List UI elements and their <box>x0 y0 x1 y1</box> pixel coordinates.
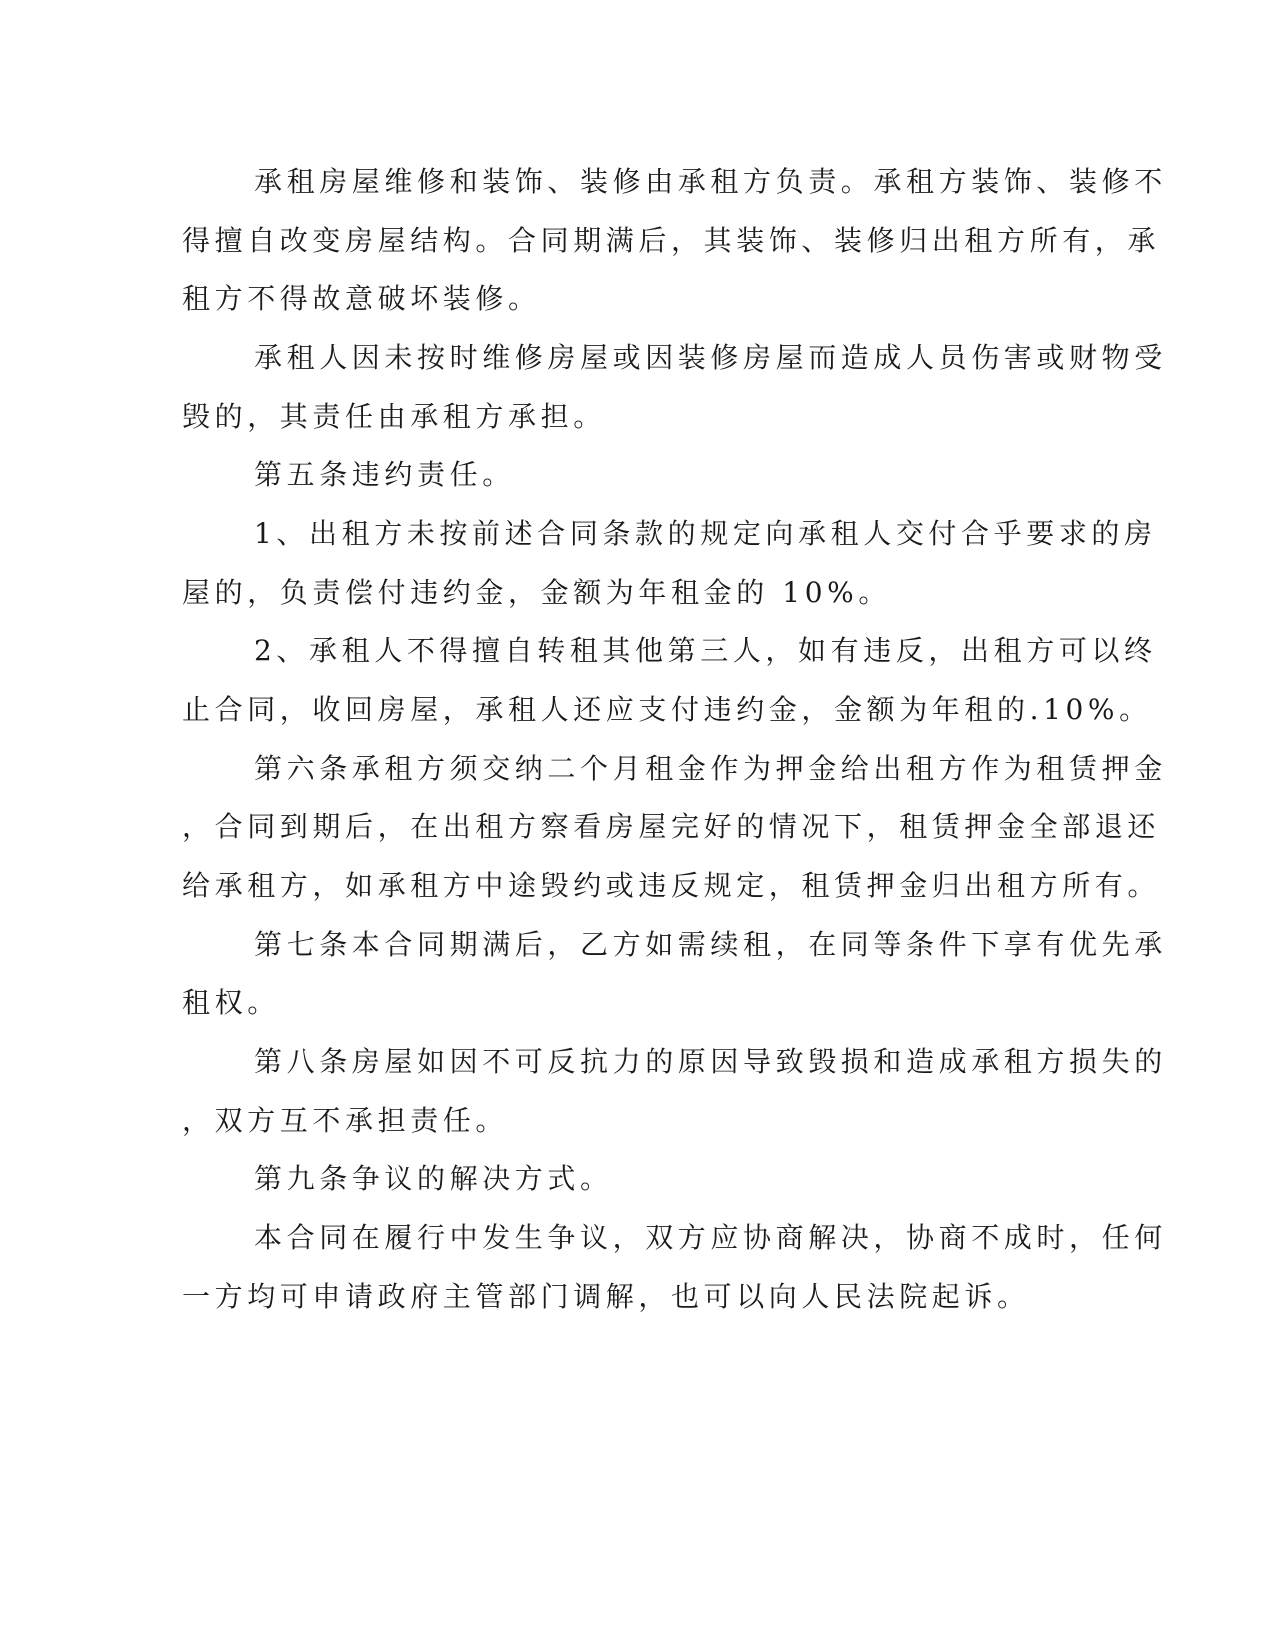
paragraph-line: 本合同在履行中发生争议，双方应协商解决，协商不成时，任何 <box>254 1221 1167 1254</box>
paragraph-line: ，双方互不承担责任。 <box>182 1104 509 1137</box>
paragraph-line: 承租人因未按时维修房屋或因装修房屋而造成人员伤害或财物受 <box>254 341 1167 374</box>
paragraph-line: 承租房屋维修和装饰、装修由承租方负责。承租方装饰、装修不 <box>254 165 1167 198</box>
paragraph-line: 屋的，负责偿付违约金，金额为年租金的 10%。 <box>182 576 891 609</box>
paragraph-line: 2、承租人不得擅自转租其他第三人，如有违反，出租方可以终 <box>254 634 1157 667</box>
paragraph-line: ，合同到期后，在出租方察看房屋完好的情况下，租赁押金全部退还 <box>182 810 1161 843</box>
paragraph-line: 第六条承租方须交纳二个月租金作为押金给出租方作为租赁押金 <box>254 752 1167 785</box>
section-heading: 第五条违约责任。 <box>254 458 515 491</box>
paragraph-line: 得擅自改变房屋结构。合同期满后，其装饰、装修归出租方所有，承 <box>182 224 1161 257</box>
paragraph-line: 第八条房屋如因不可反抗力的原因导致毁损和造成承租方损失的 <box>254 1045 1167 1078</box>
paragraph-line: 租权。 <box>182 986 280 1019</box>
paragraph-line: 一方均可申请政府主管部门调解，也可以向人民法院起诉。 <box>182 1280 1030 1313</box>
paragraph-line: 毁的，其责任由承租方承担。 <box>182 400 606 433</box>
paragraph-line: 给承租方，如承租方中途毁约或违反规定，租赁押金归出租方所有。 <box>182 869 1161 902</box>
paragraph-line: 租方不得故意破坏装修。 <box>182 282 541 315</box>
paragraph-line: 第七条本合同期满后，乙方如需续租，在同等条件下享有优先承 <box>254 928 1167 961</box>
section-heading: 第九条争议的解决方式。 <box>254 1162 613 1195</box>
paragraph-line: 止合同，收回房屋，承租人还应支付违约金，金额为年租的.10%。 <box>182 693 1152 726</box>
paragraph-line: 1、出租方未按前述合同条款的规定向承租人交付合乎要求的房 <box>254 517 1157 550</box>
